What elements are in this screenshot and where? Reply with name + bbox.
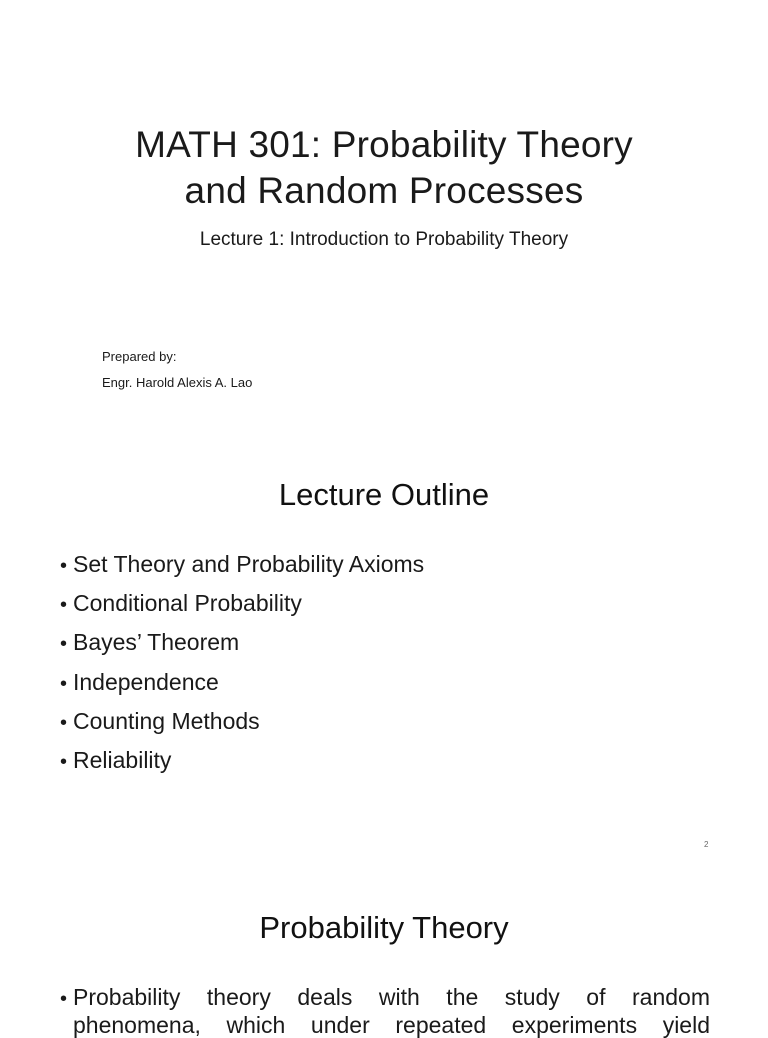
list-item bbox=[60, 545, 424, 584]
probability-theory-slide bbox=[0, 860, 768, 1038]
outline-item-text: Conditional Probability bbox=[73, 590, 302, 617]
probability-theory-heading: Probability Theory bbox=[259, 910, 509, 945]
outline-slide bbox=[0, 430, 768, 860]
probability-theory-paragraph bbox=[60, 984, 710, 1038]
outline-item-text: Independence bbox=[73, 668, 219, 695]
outline-item-text: Reliability bbox=[73, 746, 172, 773]
list-item bbox=[60, 623, 424, 662]
bullet-icon: • bbox=[60, 672, 68, 695]
author-name: Engr. Harold Alexis A. Lao bbox=[102, 375, 253, 390]
outline-item-text: Counting Methods bbox=[73, 707, 260, 734]
paragraph-text-line-1: Probability theory deals with the study of random bbox=[73, 984, 710, 1010]
paragraph-text-line-2: phenomena, which under repeated experiments yield bbox=[73, 1012, 710, 1038]
lecture-subtitle: Lecture 1: Introduction to Probability Theory bbox=[199, 229, 569, 250]
page-number: 2 bbox=[704, 840, 709, 849]
list-item bbox=[60, 702, 424, 741]
title-slide bbox=[0, 0, 768, 430]
bullet-icon: • bbox=[60, 750, 68, 773]
bullet-icon: • bbox=[60, 594, 68, 617]
bullet-icon: • bbox=[60, 988, 68, 1010]
prepared-by-label: Prepared by: bbox=[102, 349, 177, 364]
list-item bbox=[60, 663, 424, 702]
course-title-line-2: and Random Processes bbox=[184, 170, 584, 211]
outline-heading: Lecture Outline bbox=[278, 477, 490, 512]
paragraph-line bbox=[60, 1012, 710, 1038]
bullet-icon: • bbox=[60, 711, 68, 734]
bullet-icon: • bbox=[60, 555, 68, 577]
list-item bbox=[60, 741, 424, 780]
outline-list bbox=[60, 545, 424, 780]
bullet-icon: • bbox=[60, 633, 68, 656]
paragraph-line bbox=[60, 984, 710, 1012]
outline-item-text: Set Theory and Probability Axioms bbox=[73, 551, 425, 577]
course-title-line-1: MATH 301: Probability Theory bbox=[135, 124, 633, 165]
outline-item-text: Bayes’ Theorem bbox=[73, 629, 240, 656]
list-item bbox=[60, 584, 424, 623]
